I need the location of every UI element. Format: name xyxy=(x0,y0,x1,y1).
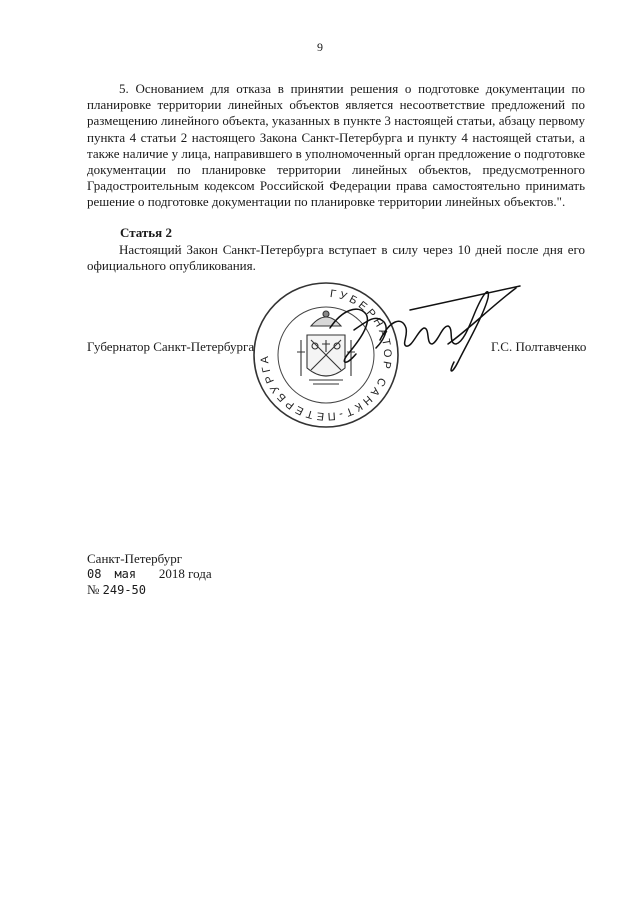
paragraph-5: 5. Основанием для отказа в принятии решения о подготовке документации по планировке территории линейных объектов является несоответствие предложений по размещению линейного объекта, указанных в пункте 3 настоящей статьи, абзацу первому пункта 4 статьи 2 настоящего Закона Санкт-Петербурга и пункту 4 настоящей статьи, а также наличие у лица, направившего в уполномоченный орган предложение о подготовке документации по планировке территории линейных объектов, предусмотренного Градостроительным кодексом Российской Федерации права самостоятельно принимать решение о подготовке документации по планировке территории линейных объектов.". xyxy=(87,81,585,210)
svg-text:ГУБЕРНАТОР САНКТ-ПЕТЕРБУРГА: ГУБЕРНАТОР САНКТ-ПЕТЕРБУРГА xyxy=(258,288,394,423)
governor-title: Губернатор Санкт-Петербурга xyxy=(87,339,255,354)
date-month: мая xyxy=(114,567,137,581)
document-number-prefix: № xyxy=(87,582,100,597)
document-number xyxy=(87,582,146,598)
governor-name: Г.С. Полтавченко xyxy=(491,339,587,354)
article-2-body: Настоящий Закон Санкт-Петербурга вступает в силу через 10 дней после дня его официального опубликования. xyxy=(87,242,585,274)
document-number-value: 249-50 xyxy=(102,583,147,597)
page-number: 9 xyxy=(317,40,323,54)
article-2-heading: Статья 2 xyxy=(120,225,172,240)
signature xyxy=(318,270,523,380)
date-day: 08 xyxy=(87,567,102,581)
date-year: 2018 года xyxy=(158,566,212,581)
place-of-signing: Санкт-Петербург xyxy=(87,551,183,566)
signing-date xyxy=(87,566,212,582)
